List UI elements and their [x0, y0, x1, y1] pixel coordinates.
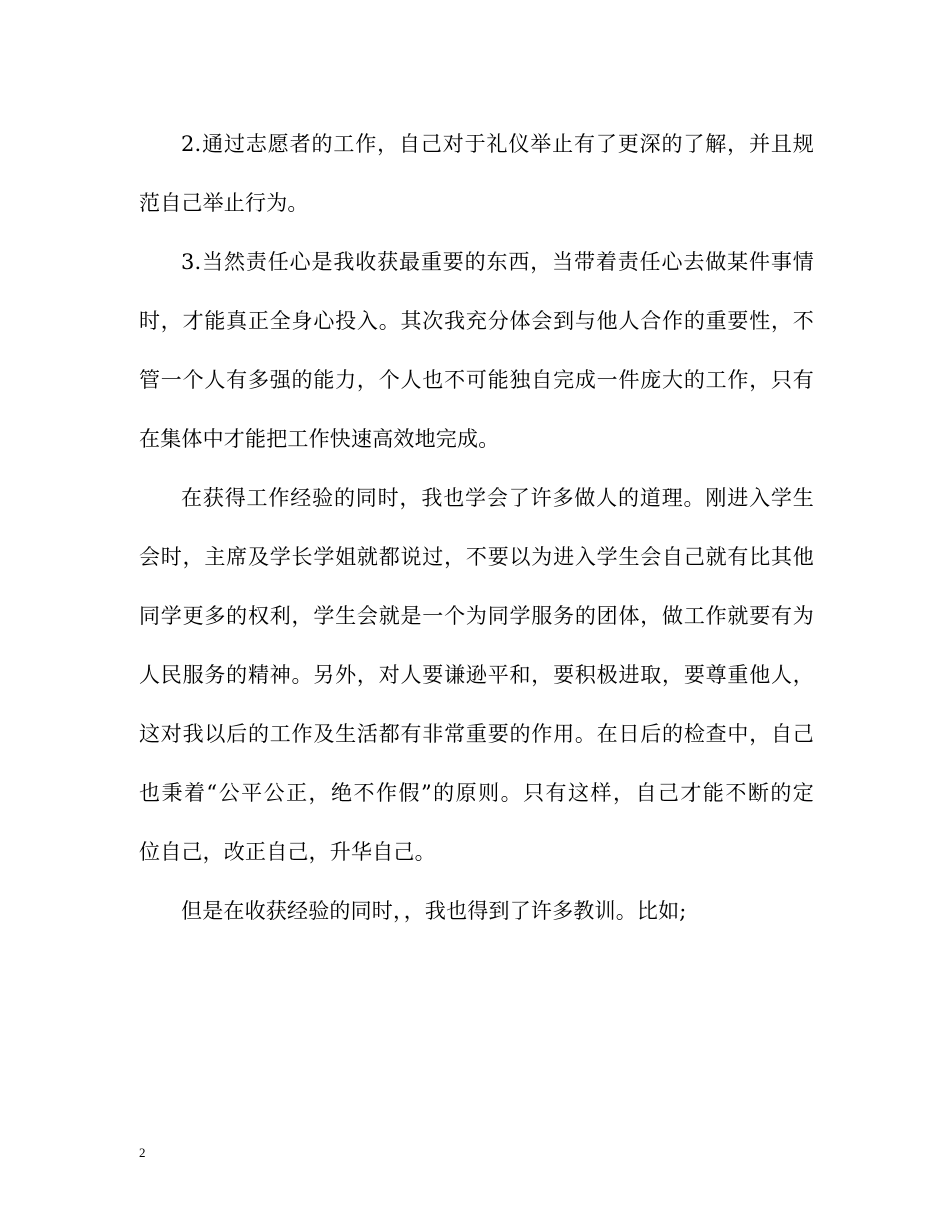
text-line: 同学更多的权利，学生会就是一个为同学服务的团体，做工作就要有为: [139, 604, 814, 628]
text-line: 管一个人有多强的能力，个人也不可能独自完成一件庞大的工作，只有: [139, 368, 814, 392]
text-line: 时，才能真正全身心投入。其次我充分体会到与他人合作的重要性，不: [139, 309, 814, 333]
text-line: 在集体中才能把工作快速高效地完成。: [139, 427, 500, 451]
text-line: 这对我以后的工作及生活都有非常重要的作用。在日后的检查中，自己: [139, 722, 814, 746]
body-text: [139, 118, 814, 944]
text-line: 范自己举止行为。: [139, 191, 309, 215]
text-line: 会时，主席及学长学姐就都说过，不要以为进入学生会自己就有比其他: [139, 545, 814, 569]
page-number: 2: [139, 1145, 146, 1160]
text-line: 2.通过志愿者的工作，自己对于礼仪举止有了更深的了解，并且规: [181, 132, 814, 156]
text-line: 人民服务的精神。另外，对人要谦逊平和，要积极进取，要尊重他人，: [139, 663, 814, 687]
text-line: 也秉着“公平公正，绝不作假”的原则。只有这样，自己才能不断的定: [139, 781, 814, 805]
text-line: 但是在收获经验的同时，，我也得到了许多教训。比如;: [181, 899, 687, 923]
text-line: 3.当然责任心是我收获最重要的东西，当带着责任心去做某件事情: [181, 250, 814, 274]
text-line: 在获得工作经验的同时，我也学会了许多做人的道理。刚进入学生: [181, 486, 814, 510]
text-line: 位自己，改正自己，升华自己。: [139, 840, 436, 864]
